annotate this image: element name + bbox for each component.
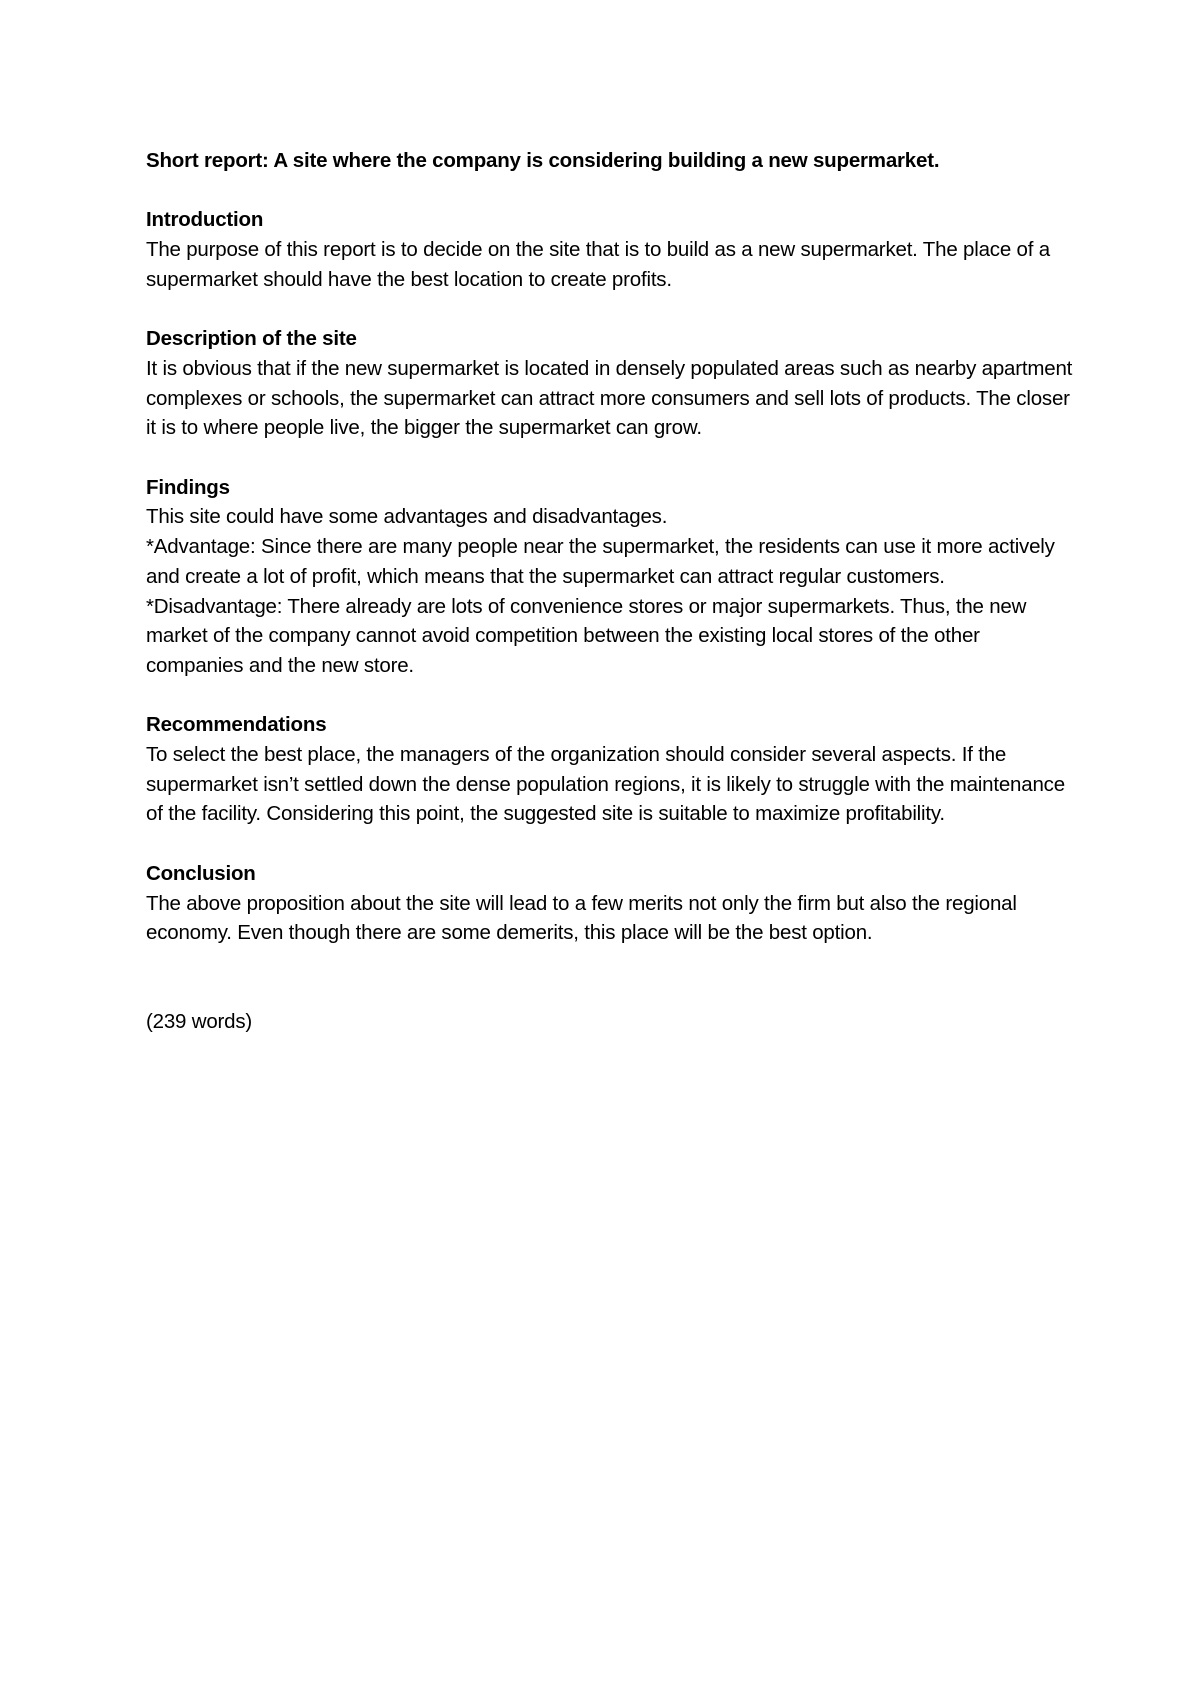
disadvantage-paragraph: *Disadvantage: There already are lots of convenience stores or major supermarkets. Thus, the new market of the company cannot avoid competition between the existing local stores of the other companies and the new store. — [146, 594, 1027, 677]
section-heading-conclusion: Conclusion — [146, 861, 256, 885]
paragraph: It is obvious that if the new supermarket is located in densely populated areas such as nearby apartment complexes or schools, the supermarket can attract more consumers and sell lots of products. The closer it is to where people live, the bigger the supermarket can grow. — [146, 356, 1073, 440]
word-count: (239 words) — [146, 1010, 253, 1034]
section-heading-recommendations: Recommendations — [146, 713, 327, 737]
paragraph: The above proposition about the site will lead to a few merits not only the firm but also the regional economy. Even though there are some demerits, this place will be the best option. — [146, 891, 1017, 945]
paragraph: This site could have some advantages and disadvantages. — [146, 505, 668, 529]
document-page — [146, 146, 1076, 1037]
advantage-paragraph: *Advantage: Since there are many people near the supermarket, the residents can use it more actively and create a lot of profit, which means that the supermarket can attract regular customers. — [146, 535, 1055, 588]
section-description — [146, 324, 1076, 443]
section-heading-description: Description of the site — [146, 327, 357, 351]
paragraph: The purpose of this report is to decide on the site that is to build as a new supermarket. The place of a supermarket should have the best location to create profits. — [146, 238, 1050, 291]
section-conclusion — [146, 859, 1076, 948]
paragraph: To select the best place, the managers of the organization should consider several aspects. If the supermarket isn’t settled down the dense population regions, it is likely to struggle with the maintenance of the facility. Considering this point, the suggested site is suitable to maximize profitability. — [146, 743, 1065, 826]
section-heading-introduction: Introduction — [146, 208, 264, 232]
section-recommendations — [146, 710, 1076, 829]
section-findings — [146, 473, 1076, 681]
section-introduction — [146, 205, 1076, 294]
report-title: Short report: A site where the company is considering building a new supermarket. — [146, 149, 940, 172]
section-heading-findings: Findings — [146, 475, 230, 499]
